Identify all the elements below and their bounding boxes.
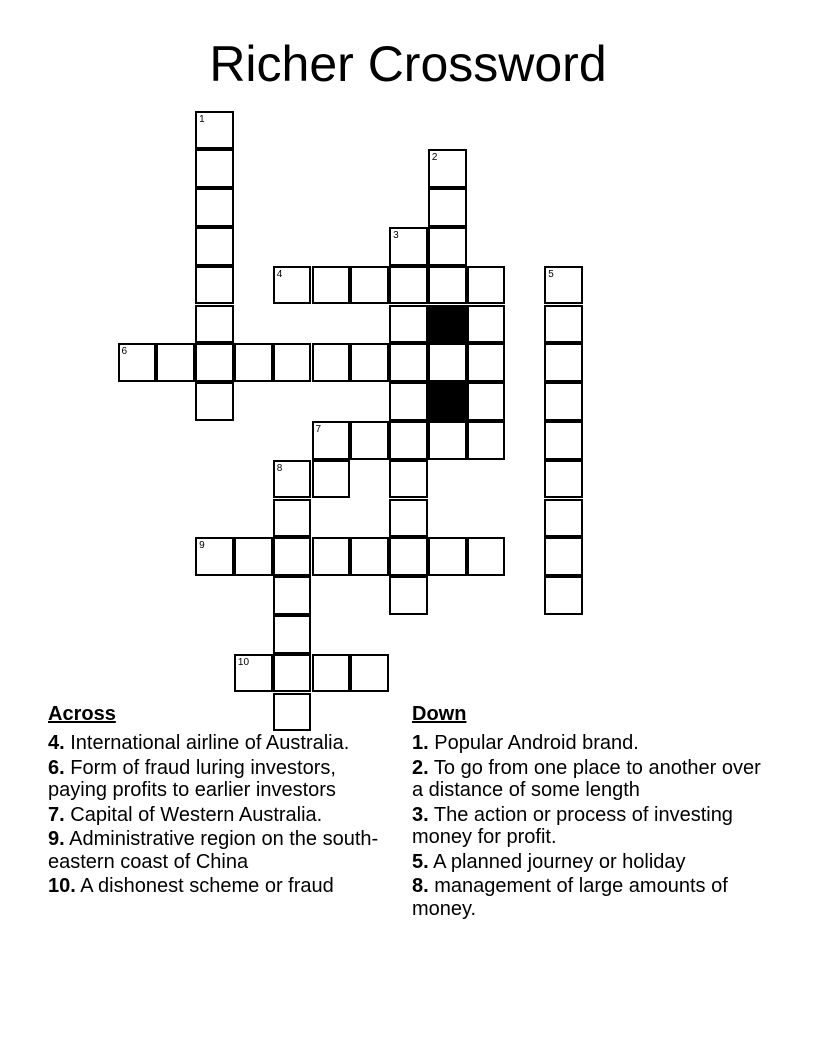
grid-cell[interactable]: [467, 266, 506, 305]
grid-cell[interactable]: [350, 343, 389, 382]
grid-cell[interactable]: [312, 537, 351, 576]
grid-cell[interactable]: [195, 227, 234, 266]
grid-cell[interactable]: [544, 576, 583, 615]
grid-cell[interactable]: [156, 343, 195, 382]
grid-cell[interactable]: [389, 305, 428, 344]
grid-cell[interactable]: [273, 537, 312, 576]
grid-cell[interactable]: [195, 188, 234, 227]
cell-number: 1: [199, 113, 205, 125]
grid-cell[interactable]: [350, 654, 389, 693]
grid-cell-2[interactable]: [428, 149, 467, 188]
grid-cell-3[interactable]: [389, 227, 428, 266]
cell-number: 8: [276, 462, 283, 474]
grid-cell[interactable]: [273, 343, 312, 382]
cell-number: 7: [315, 423, 322, 435]
grid-cell[interactable]: [544, 537, 583, 576]
cell-number: 5: [548, 268, 554, 280]
grid-cell[interactable]: [195, 266, 234, 305]
grid-cell[interactable]: [389, 499, 428, 538]
cell-number: 4: [276, 268, 283, 280]
grid-cell[interactable]: [428, 343, 467, 382]
down-clue-8: 8. management of large amounts of money.: [412, 875, 728, 920]
grid-cell[interactable]: [350, 537, 389, 576]
grid-cell-7[interactable]: [312, 421, 351, 460]
grid-cell[interactable]: [389, 343, 428, 382]
grid-cell[interactable]: [389, 382, 428, 421]
across-clue-9: 9. Administrative region on the south-eastern coast of China: [48, 828, 379, 873]
grid-cell[interactable]: [350, 421, 389, 460]
down-clue-5: 5. A planned journey or holiday: [412, 850, 686, 873]
down-clues: [412, 702, 762, 922]
grid-cell-1[interactable]: [195, 111, 234, 150]
across-clues: [48, 702, 398, 900]
across-heading: Across: [48, 703, 116, 725]
grid-cell-8[interactable]: [273, 460, 312, 499]
grid-cell[interactable]: [195, 149, 234, 188]
across-clue-7: 7. Capital of Western Australia.: [48, 803, 323, 826]
grid-cell[interactable]: [428, 266, 467, 305]
grid-cell[interactable]: [428, 188, 467, 227]
grid-cell[interactable]: [273, 654, 312, 693]
grid-cell[interactable]: [389, 266, 428, 305]
grid-cell[interactable]: [273, 576, 312, 615]
cell-number: 3: [393, 229, 399, 241]
grid-cell[interactable]: [467, 305, 506, 344]
grid-cell[interactable]: [195, 343, 234, 382]
grid-cell-5[interactable]: [544, 266, 583, 305]
grid-cell[interactable]: [428, 421, 467, 460]
down-clue-1: 1. Popular Android brand.: [412, 732, 639, 754]
grid-cell[interactable]: [467, 421, 506, 460]
across-clue-10: 10. A dishonest scheme or fraud: [48, 875, 334, 897]
grid-cell[interactable]: [544, 499, 583, 538]
grid-cell[interactable]: [544, 421, 583, 460]
grid-cell[interactable]: [544, 460, 583, 499]
grid-cell[interactable]: [428, 537, 467, 576]
grid-cell[interactable]: [234, 537, 273, 576]
cell-number: 10: [237, 656, 250, 668]
grid-cell[interactable]: [389, 537, 428, 576]
page-title: Richer Crossword: [209, 36, 607, 92]
black-cell: [428, 305, 467, 344]
grid-cell[interactable]: [350, 266, 389, 305]
grid-cell[interactable]: [544, 305, 583, 344]
grid-cell[interactable]: [312, 266, 351, 305]
grid-cell[interactable]: [195, 305, 234, 344]
grid-cell[interactable]: [544, 382, 583, 421]
grid-cell[interactable]: [467, 382, 506, 421]
cell-number: 9: [199, 540, 205, 552]
down-clue-2: 2. To go from one place to another over a distance of some length: [412, 756, 761, 801]
grid-cell[interactable]: [273, 499, 312, 538]
cell-number: 2: [431, 152, 438, 164]
grid-cell-9[interactable]: [195, 537, 234, 576]
down-clue-3: 3. The action or process of investing money for profit.: [412, 803, 733, 848]
grid-cell[interactable]: [467, 343, 506, 382]
grid-cell[interactable]: [389, 460, 428, 499]
grid-cell-4[interactable]: [273, 266, 312, 305]
grid-cell-10[interactable]: [234, 654, 273, 693]
grid-cell[interactable]: [273, 615, 312, 654]
grid-cell[interactable]: [312, 654, 351, 693]
grid-cell[interactable]: [312, 343, 351, 382]
black-cell: [428, 382, 467, 421]
grid-cell-6[interactable]: [118, 343, 157, 382]
across-clue-4: 4. International airline of Australia.: [48, 732, 350, 754]
grid-cell[interactable]: [467, 537, 506, 576]
grid-cell[interactable]: [234, 343, 273, 382]
grid-cell[interactable]: [428, 227, 467, 266]
down-heading: Down: [412, 703, 467, 725]
grid-cell[interactable]: [544, 343, 583, 382]
cell-number: 6: [121, 346, 128, 358]
grid-cell[interactable]: [312, 460, 351, 499]
grid-cell[interactable]: [195, 382, 234, 421]
grid-cell[interactable]: [389, 421, 428, 460]
grid-cell[interactable]: [389, 576, 428, 615]
across-clue-6: 6. Form of fraud luring investors, paying profits to earlier investors: [48, 756, 336, 801]
